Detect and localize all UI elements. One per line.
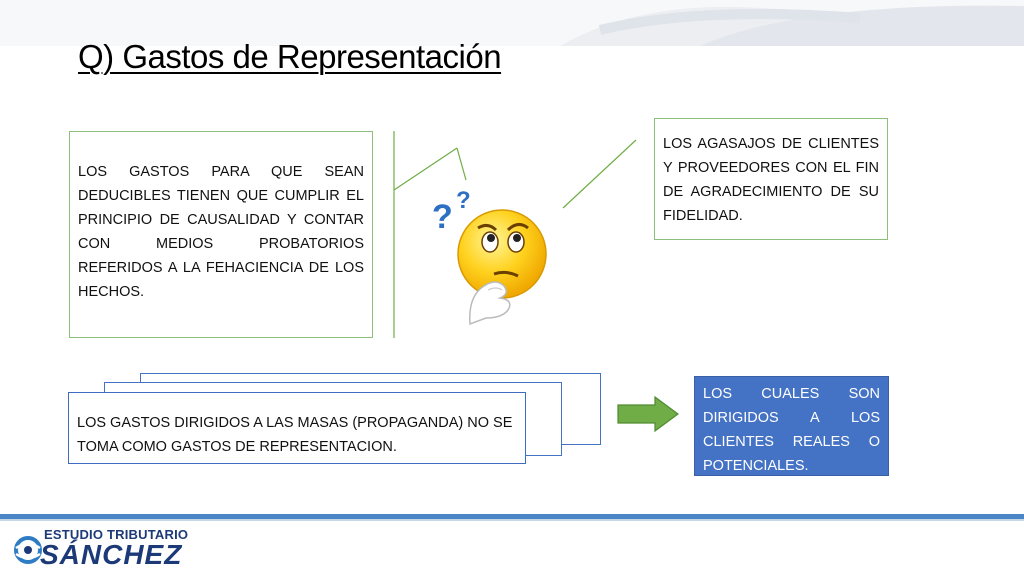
propaganda-expense-box: LOS GASTOS DIRIGIDOS A LAS MASAS (PROPAGANDA) NO SE TOMA COMO GASTOS DE REPRESENTACION. bbox=[68, 392, 526, 464]
footer-divider-accent bbox=[0, 519, 1024, 521]
page-title: Q) Gastos de Representación bbox=[78, 38, 502, 75]
brand-name: SÁNCHEZ bbox=[40, 539, 183, 570]
causality-principle-box: LOS GASTOS PARA QUE SEAN DEDUCIBLES TIENEN QUE CUMPLIR EL PRINCIPIO DE CAUSALIDAD Y CONTAR CON MEDIOS PROBATORIOS REFERIDOS A LA FEHACIENCIA DE LOS HECHOS. bbox=[69, 131, 373, 338]
right-arrow-icon bbox=[617, 396, 679, 432]
real-clients-box: LOS CUALES SON DIRIGIDOS A LOS CLIENTES REALES O POTENCIALES. bbox=[694, 376, 889, 476]
client-entertainment-box: LOS AGASAJOS DE CLIENTES Y PROVEEDORES CON EL FIN DE AGRADECIMIENTO DE SU FIDELIDAD. bbox=[654, 118, 888, 240]
brand-subtitle: ESTUDIO TRIBUTARIO bbox=[44, 527, 189, 542]
svg-text:?: ? bbox=[432, 198, 453, 236]
thinking-face-icon bbox=[430, 186, 550, 336]
svg-text:?: ? bbox=[456, 187, 471, 214]
